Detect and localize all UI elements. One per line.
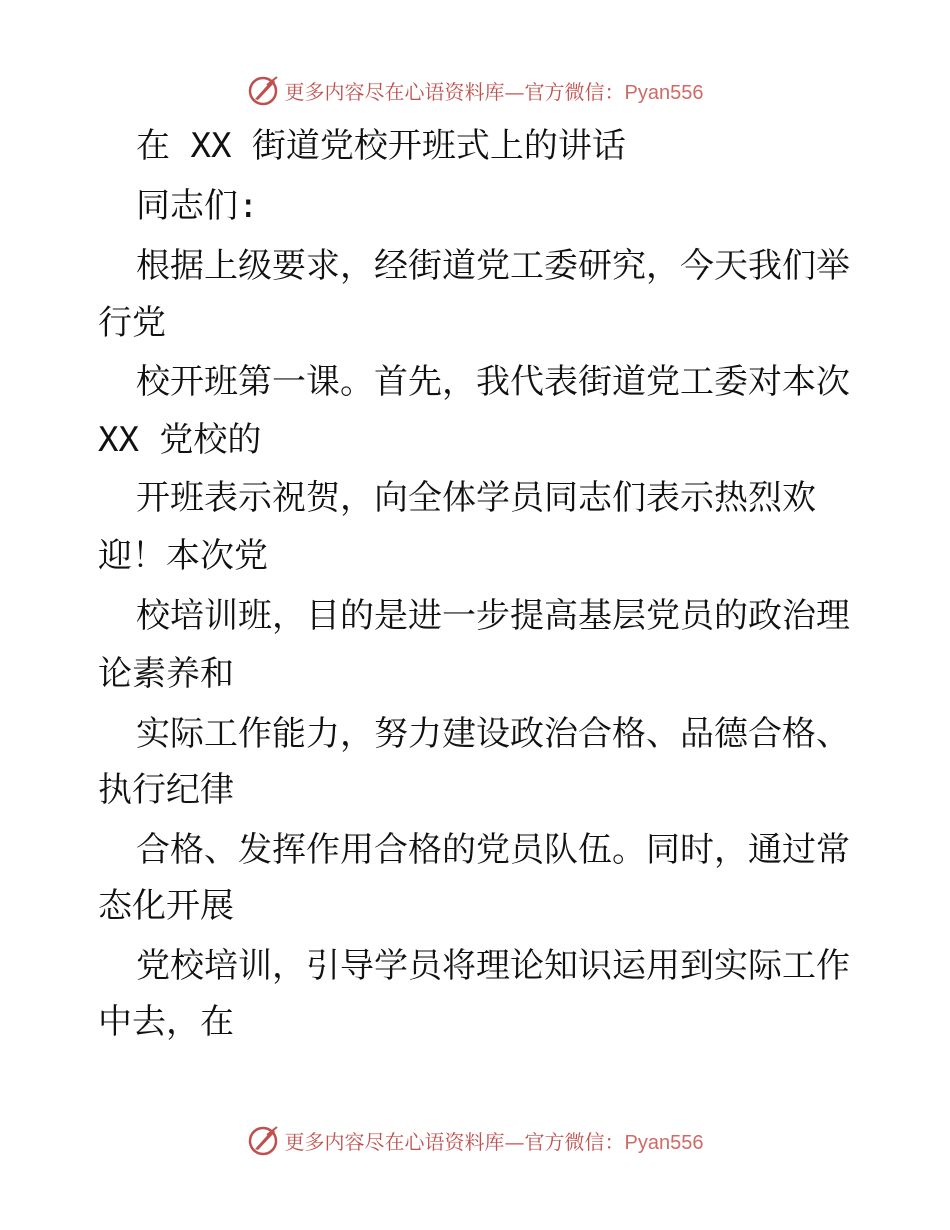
text-line: 行党 [98, 303, 166, 343]
watermark-wechat-id: Pyan556 [624, 81, 704, 104]
footer-watermark-banner [0, 1120, 950, 1160]
document-title: 在 XX 街道党校开班式上的讲话 [136, 126, 626, 166]
text-line: XX 党校的 [98, 420, 262, 460]
text-line: 中去，在 [98, 1002, 234, 1042]
text-line: 党校培训，引导学员将理论知识运用到实际工作 [136, 946, 850, 986]
watermark-wechat-id: Pyan556 [624, 1131, 704, 1154]
watermark-wechat-label: 官方微信： [524, 79, 625, 104]
watermark-wechat-label: 官方微信： [524, 1129, 625, 1154]
text-line: 合格、发挥作用合格的党员队伍。同时，通过常 [136, 830, 850, 870]
text-line: 迎！本次党 [98, 536, 268, 576]
watermark-main: 更多内容尽在心语资料库 [284, 79, 505, 104]
text-line: 态化开展 [98, 886, 234, 926]
quill-pen-logo-icon [247, 1123, 281, 1157]
text-line: 校开班第一课。首先，我代表街道党工委对本次 [136, 362, 850, 402]
watermark-separator: — [504, 1129, 525, 1154]
text-line: 开班表示祝贺，向全体学员同志们表示热烈欢 [136, 478, 816, 518]
text-line: 执行纪律 [98, 770, 234, 810]
text-line: 校培训班，目的是进一步提高基层党员的政治理 [136, 596, 850, 636]
text-line: 论素养和 [98, 654, 234, 694]
text-line: 实际工作能力，努力建设政治合格、品德合格、 [136, 714, 850, 754]
text-line: 根据上级要求，经街道党工委研究，今天我们举 [136, 246, 850, 286]
watermark-main: 更多内容尽在心语资料库 [284, 1129, 505, 1154]
watermark-separator: — [504, 79, 525, 104]
footer-watermark-text [285, 1126, 704, 1155]
salutation: 同志们: [136, 186, 259, 226]
